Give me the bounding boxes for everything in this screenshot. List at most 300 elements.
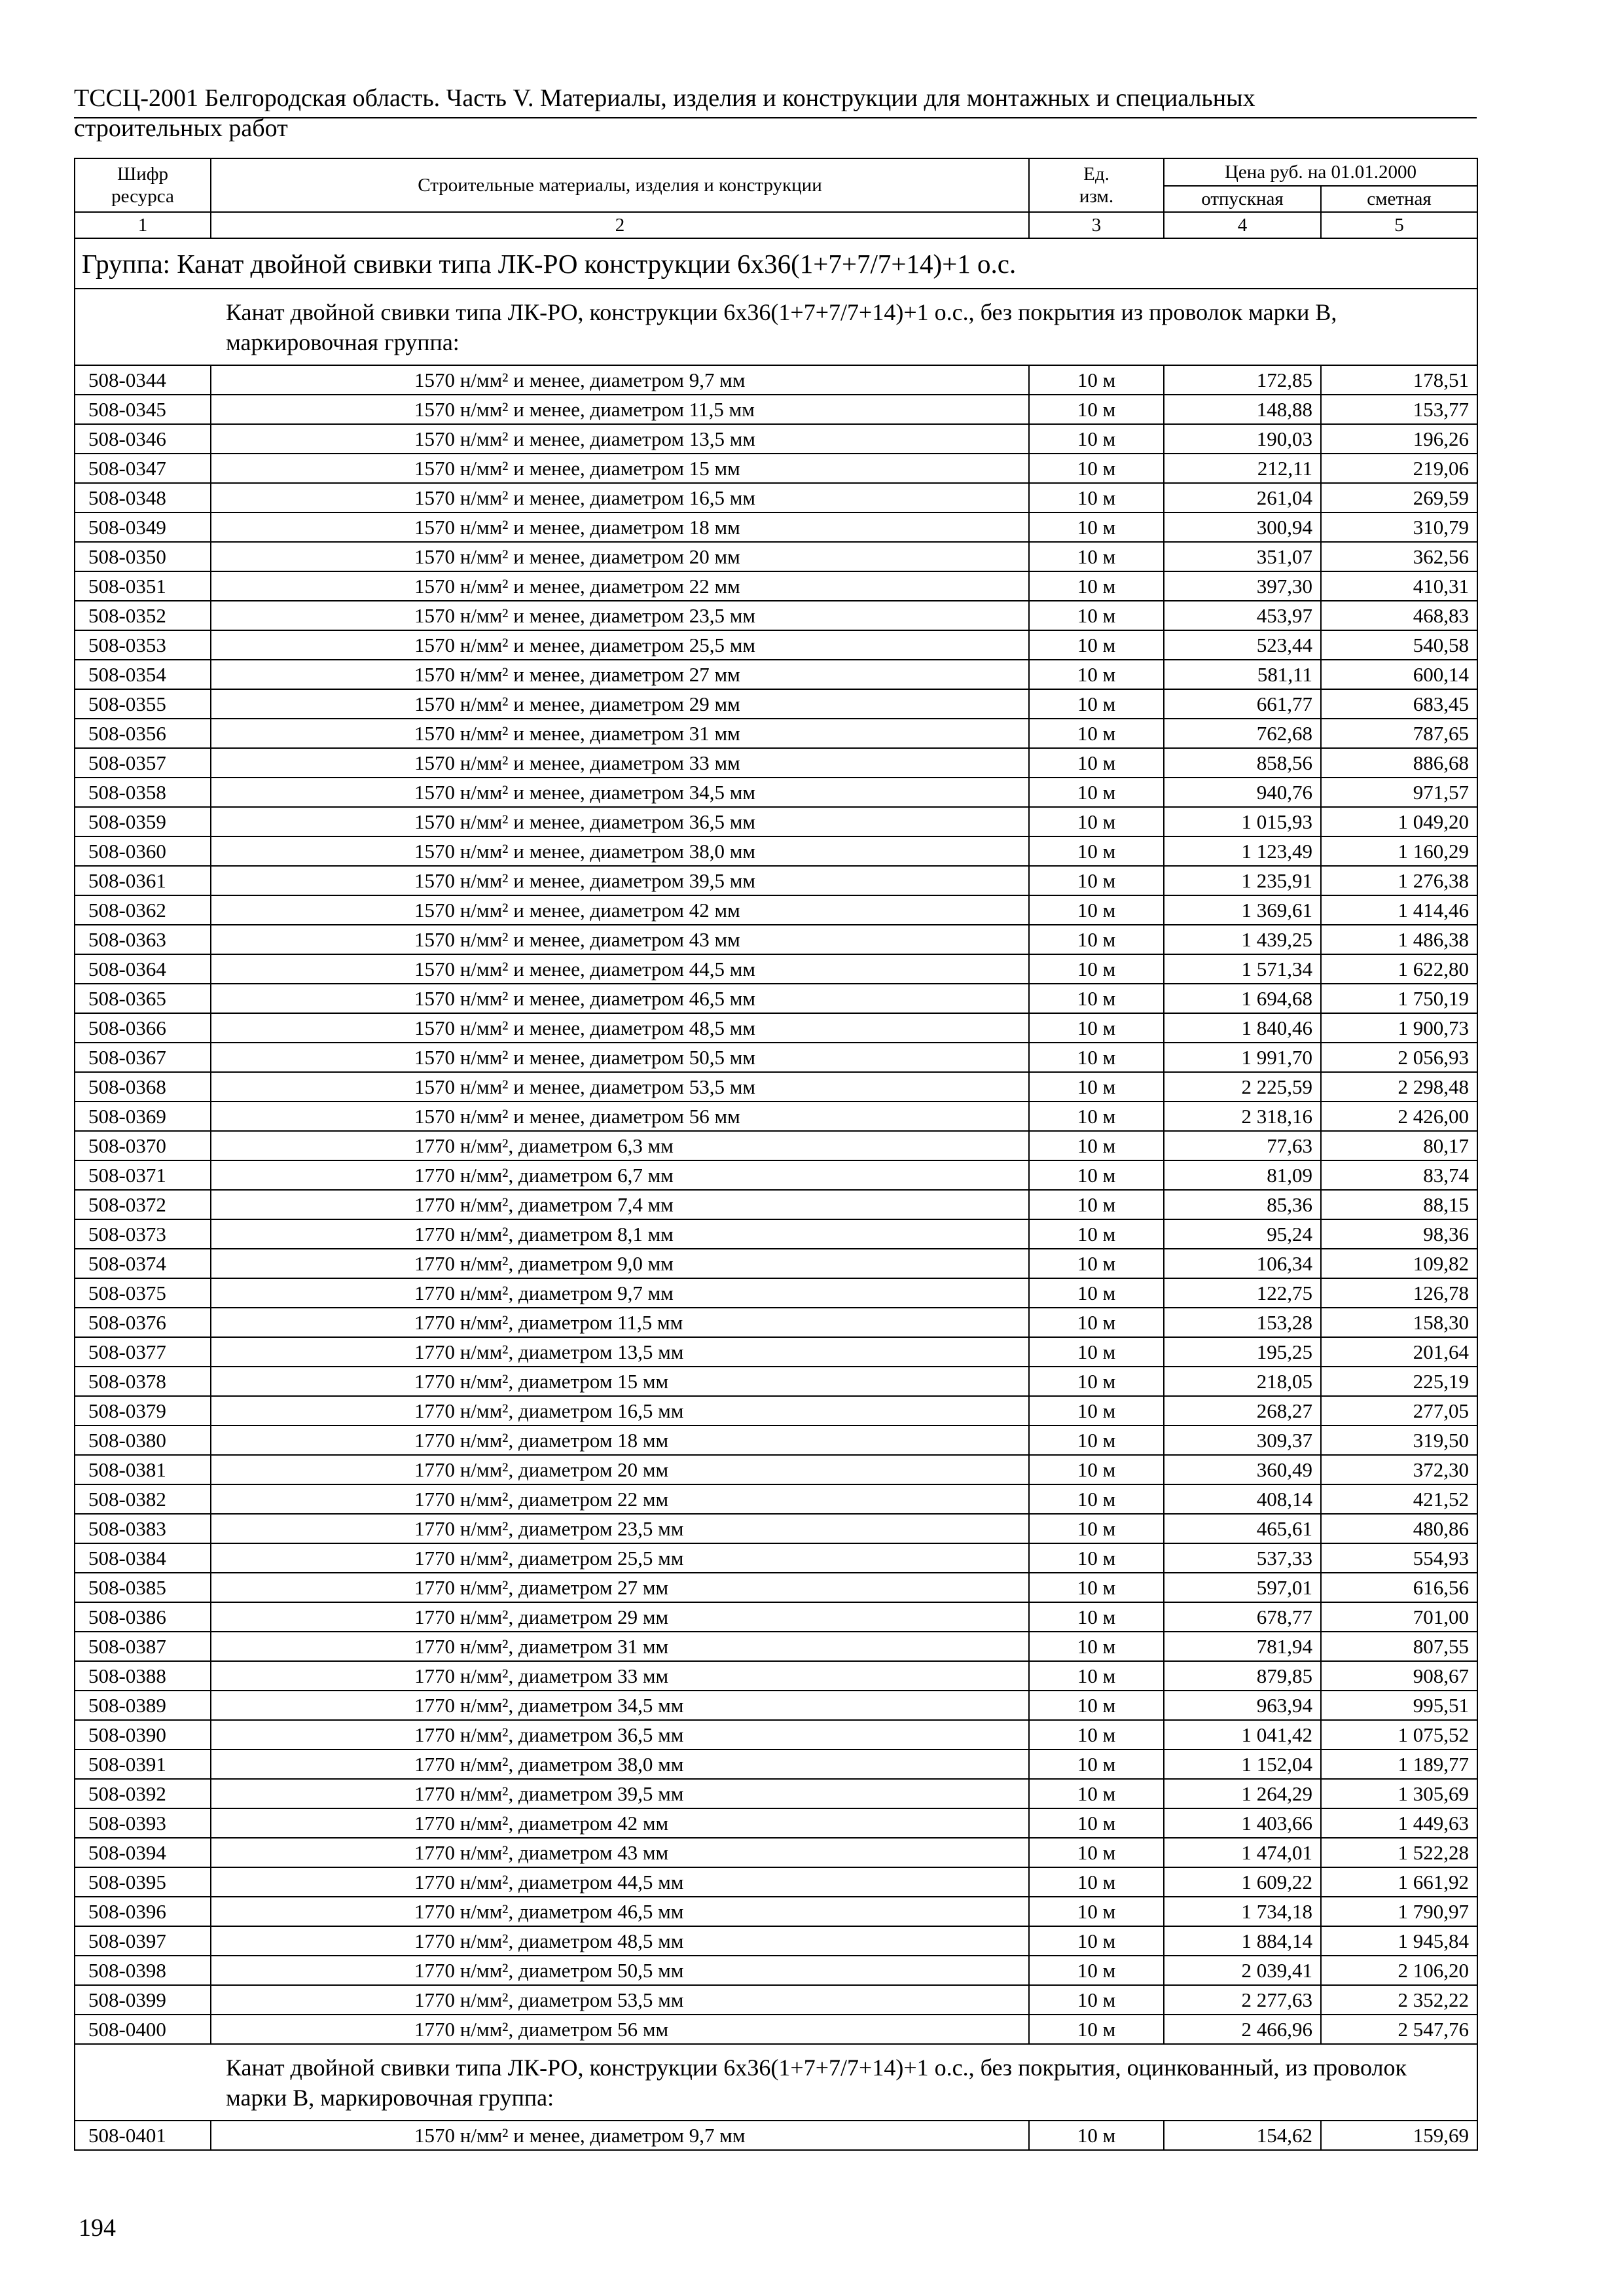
material-name: 1770 н/мм², диаметром 11,5 мм	[211, 1308, 1029, 1337]
estimate-price: 616,56	[1321, 1573, 1477, 1602]
release-price: 397,30	[1164, 571, 1321, 601]
material-name: 1570 н/мм² и менее, диаметром 23,5 мм	[211, 601, 1029, 630]
table-row	[75, 1131, 1477, 1160]
estimate-price: 310,79	[1321, 512, 1477, 542]
resource-code: 508-0359	[75, 807, 211, 836]
estimate-price: 277,05	[1321, 1396, 1477, 1426]
material-name: 1770 н/мм², диаметром 15 мм	[211, 1367, 1029, 1396]
unit: 10 м	[1029, 1661, 1164, 1691]
unit: 10 м	[1029, 1190, 1164, 1219]
estimate-price: 1 189,77	[1321, 1749, 1477, 1779]
material-name: 1570 н/мм² и менее, диаметром 16,5 мм	[211, 483, 1029, 512]
table-row	[75, 1661, 1477, 1691]
release-price: 537,33	[1164, 1543, 1321, 1573]
unit: 10 м	[1029, 424, 1164, 454]
release-price: 858,56	[1164, 748, 1321, 778]
table-row	[75, 1219, 1477, 1249]
table-row	[75, 454, 1477, 483]
table-row	[75, 424, 1477, 454]
table-row	[75, 748, 1477, 778]
resource-code: 508-0381	[75, 1455, 211, 1484]
estimate-price: 1 486,38	[1321, 925, 1477, 954]
section-title: Канат двойной свивки типа ЛК-РО, конструкции 6x36(1+7+7/7+14)+1 о.с., без покрытия из проволок марки В, маркировочная группа:	[75, 289, 1477, 365]
unit: 10 м	[1029, 1867, 1164, 1897]
material-name: 1570 н/мм² и менее, диаметром 43 мм	[211, 925, 1029, 954]
release-price: 465,61	[1164, 1514, 1321, 1543]
resource-code: 508-0399	[75, 1985, 211, 2015]
estimate-price: 159,69	[1321, 2121, 1477, 2150]
material-name: 1570 н/мм² и менее, диаметром 22 мм	[211, 571, 1029, 601]
estimate-price: 2 547,76	[1321, 2015, 1477, 2044]
table-row	[75, 836, 1477, 866]
resource-code: 508-0356	[75, 719, 211, 748]
release-price: 195,25	[1164, 1337, 1321, 1367]
unit: 10 м	[1029, 1219, 1164, 1249]
material-name: 1570 н/мм² и менее, диаметром 15 мм	[211, 454, 1029, 483]
release-price: 81,09	[1164, 1160, 1321, 1190]
material-name: 1570 н/мм² и менее, диаметром 48,5 мм	[211, 1013, 1029, 1043]
estimate-price: 1 305,69	[1321, 1779, 1477, 1808]
table-row	[75, 1602, 1477, 1632]
release-price: 1 403,66	[1164, 1808, 1321, 1838]
resource-code: 508-0401	[75, 2121, 211, 2150]
release-price: 148,88	[1164, 395, 1321, 424]
resource-code: 508-0345	[75, 395, 211, 424]
unit: 10 м	[1029, 1131, 1164, 1160]
material-name: 1770 н/мм², диаметром 8,1 мм	[211, 1219, 1029, 1249]
resource-code: 508-0376	[75, 1308, 211, 1337]
unit: 10 м	[1029, 2121, 1164, 2150]
table-row	[75, 1102, 1477, 1131]
estimate-price: 1 160,29	[1321, 836, 1477, 866]
resource-code: 508-0357	[75, 748, 211, 778]
resource-code: 508-0394	[75, 1838, 211, 1867]
table-row	[75, 1838, 1477, 1867]
header-unit-label-2: изм.	[1079, 186, 1114, 207]
unit: 10 м	[1029, 689, 1164, 719]
table-row	[75, 1691, 1477, 1720]
material-name: 1570 н/мм² и менее, диаметром 56 мм	[211, 1102, 1029, 1131]
material-name: 1570 н/мм² и менее, диаметром 50,5 мм	[211, 1043, 1029, 1072]
table-row	[75, 1455, 1477, 1484]
material-name: 1570 н/мм² и менее, диаметром 18 мм	[211, 512, 1029, 542]
resource-code: 508-0360	[75, 836, 211, 866]
column-number: 3	[1029, 212, 1164, 238]
estimate-price: 98,36	[1321, 1219, 1477, 1249]
release-price: 172,85	[1164, 365, 1321, 395]
resource-code: 508-0346	[75, 424, 211, 454]
material-name: 1770 н/мм², диаметром 44,5 мм	[211, 1867, 1029, 1897]
unit: 10 м	[1029, 807, 1164, 836]
table-row	[75, 1867, 1477, 1897]
unit: 10 м	[1029, 1543, 1164, 1573]
release-price: 1 474,01	[1164, 1838, 1321, 1867]
release-price: 940,76	[1164, 778, 1321, 807]
table-row	[75, 2121, 1477, 2150]
resource-code: 508-0380	[75, 1426, 211, 1455]
release-price: 781,94	[1164, 1632, 1321, 1661]
header-price-cell: Цена руб. на 01.01.2000	[1164, 158, 1477, 186]
resource-code: 508-0347	[75, 454, 211, 483]
estimate-price: 196,26	[1321, 424, 1477, 454]
material-name: 1770 н/мм², диаметром 43 мм	[211, 1838, 1029, 1867]
unit: 10 м	[1029, 866, 1164, 895]
table-row	[75, 719, 1477, 748]
estimate-price: 362,56	[1321, 542, 1477, 571]
header-code-cell	[75, 158, 211, 212]
unit: 10 м	[1029, 1484, 1164, 1514]
resource-code: 508-0354	[75, 660, 211, 689]
release-price: 1 840,46	[1164, 1013, 1321, 1043]
release-price: 597,01	[1164, 1573, 1321, 1602]
unit: 10 м	[1029, 1160, 1164, 1190]
resource-code: 508-0389	[75, 1691, 211, 1720]
resource-code: 508-0363	[75, 925, 211, 954]
material-name: 1770 н/мм², диаметром 38,0 мм	[211, 1749, 1029, 1779]
unit: 10 м	[1029, 1426, 1164, 1455]
table-row	[75, 1367, 1477, 1396]
table-row	[75, 1396, 1477, 1426]
material-name: 1570 н/мм² и менее, диаметром 11,5 мм	[211, 395, 1029, 424]
section-title: Канат двойной свивки типа ЛК-РО, конструкции 6x36(1+7+7/7+14)+1 о.с., без покрытия, оцинкованный, из проволок марки В, маркировочная группа:	[75, 2044, 1477, 2121]
material-name: 1570 н/мм² и менее, диаметром 34,5 мм	[211, 778, 1029, 807]
unit: 10 м	[1029, 1573, 1164, 1602]
unit: 10 м	[1029, 1072, 1164, 1102]
estimate-price: 1 900,73	[1321, 1013, 1477, 1043]
estimate-price: 225,19	[1321, 1367, 1477, 1396]
resource-code: 508-0348	[75, 483, 211, 512]
estimate-price: 421,52	[1321, 1484, 1477, 1514]
resource-code: 508-0395	[75, 1867, 211, 1897]
estimate-price: 701,00	[1321, 1602, 1477, 1632]
table-row	[75, 925, 1477, 954]
unit: 10 м	[1029, 1926, 1164, 1956]
table-row	[75, 1632, 1477, 1661]
release-price: 261,04	[1164, 483, 1321, 512]
unit: 10 м	[1029, 1838, 1164, 1867]
resource-code: 508-0372	[75, 1190, 211, 1219]
resource-code: 508-0378	[75, 1367, 211, 1396]
resource-code: 508-0375	[75, 1278, 211, 1308]
estimate-price: 319,50	[1321, 1426, 1477, 1455]
table-row	[75, 1426, 1477, 1455]
resource-code: 508-0383	[75, 1514, 211, 1543]
unit: 10 м	[1029, 1102, 1164, 1131]
table-row	[75, 866, 1477, 895]
estimate-price: 2 106,20	[1321, 1956, 1477, 1985]
table-row	[75, 1956, 1477, 1985]
unit: 10 м	[1029, 1308, 1164, 1337]
estimate-price: 2 298,48	[1321, 1072, 1477, 1102]
resource-code: 508-0374	[75, 1249, 211, 1278]
unit: 10 м	[1029, 1278, 1164, 1308]
unit: 10 м	[1029, 1367, 1164, 1396]
estimate-price: 1 790,97	[1321, 1897, 1477, 1926]
material-name: 1570 н/мм² и менее, диаметром 13,5 мм	[211, 424, 1029, 454]
resource-code: 508-0366	[75, 1013, 211, 1043]
release-price: 190,03	[1164, 424, 1321, 454]
estimate-price: 1 075,52	[1321, 1720, 1477, 1749]
table-row	[75, 1779, 1477, 1808]
material-name: 1770 н/мм², диаметром 50,5 мм	[211, 1956, 1029, 1985]
estimate-price: 1 750,19	[1321, 984, 1477, 1013]
unit: 10 м	[1029, 748, 1164, 778]
release-price: 1 991,70	[1164, 1043, 1321, 1072]
release-price: 360,49	[1164, 1455, 1321, 1484]
header-line-1: ТССЦ-2001 Белгородская область. Часть V. Материалы, изделия и конструкции для монтажных и специальных	[74, 84, 1255, 112]
table-row	[75, 1278, 1477, 1308]
table-row	[75, 630, 1477, 660]
release-price: 85,36	[1164, 1190, 1321, 1219]
price-table	[74, 158, 1478, 2151]
table-row	[75, 807, 1477, 836]
release-price: 2 318,16	[1164, 1102, 1321, 1131]
release-price: 268,27	[1164, 1396, 1321, 1426]
material-name: 1770 н/мм², диаметром 16,5 мм	[211, 1396, 1029, 1426]
release-price: 2 277,63	[1164, 1985, 1321, 2015]
header-name-cell: Строительные материалы, изделия и конструкции	[211, 158, 1029, 212]
release-price: 212,11	[1164, 454, 1321, 483]
estimate-price: 1 661,92	[1321, 1867, 1477, 1897]
release-price: 1 439,25	[1164, 925, 1321, 954]
header-code-label-2: ресурса	[111, 186, 174, 207]
unit: 10 м	[1029, 601, 1164, 630]
table-row	[75, 1926, 1477, 1956]
release-price: 678,77	[1164, 1602, 1321, 1632]
estimate-price: 971,57	[1321, 778, 1477, 807]
estimate-price: 908,67	[1321, 1661, 1477, 1691]
table-row	[75, 1573, 1477, 1602]
material-name: 1770 н/мм², диаметром 13,5 мм	[211, 1337, 1029, 1367]
resource-code: 508-0344	[75, 365, 211, 395]
estimate-price: 1 414,46	[1321, 895, 1477, 925]
resource-code: 508-0382	[75, 1484, 211, 1514]
release-price: 1 369,61	[1164, 895, 1321, 925]
column-number: 5	[1321, 212, 1477, 238]
material-name: 1770 н/мм², диаметром 9,7 мм	[211, 1278, 1029, 1308]
page-header	[74, 83, 1477, 143]
estimate-price: 153,77	[1321, 395, 1477, 424]
unit: 10 м	[1029, 778, 1164, 807]
resource-code: 508-0377	[75, 1337, 211, 1367]
release-price: 351,07	[1164, 542, 1321, 571]
material-name: 1570 н/мм² и менее, диаметром 39,5 мм	[211, 866, 1029, 895]
release-price: 1 694,68	[1164, 984, 1321, 1013]
release-price: 523,44	[1164, 630, 1321, 660]
unit: 10 м	[1029, 1720, 1164, 1749]
header-unit-cell	[1029, 158, 1164, 212]
unit: 10 м	[1029, 571, 1164, 601]
unit: 10 м	[1029, 1632, 1164, 1661]
unit: 10 м	[1029, 984, 1164, 1013]
material-name: 1770 н/мм², диаметром 39,5 мм	[211, 1779, 1029, 1808]
unit: 10 м	[1029, 512, 1164, 542]
resource-code: 508-0352	[75, 601, 211, 630]
material-name: 1570 н/мм² и менее, диаметром 44,5 мм	[211, 954, 1029, 984]
material-name: 1570 н/мм² и менее, диаметром 42 мм	[211, 895, 1029, 925]
resource-code: 508-0398	[75, 1956, 211, 1985]
estimate-price: 2 056,93	[1321, 1043, 1477, 1072]
estimate-price: 600,14	[1321, 660, 1477, 689]
header-code-label-1: Шифр	[117, 164, 169, 185]
material-name: 1770 н/мм², диаметром 42 мм	[211, 1808, 1029, 1838]
release-price: 762,68	[1164, 719, 1321, 748]
estimate-price: 88,15	[1321, 1190, 1477, 1219]
unit: 10 м	[1029, 1249, 1164, 1278]
release-price: 661,77	[1164, 689, 1321, 719]
release-price: 1 235,91	[1164, 866, 1321, 895]
material-name: 1770 н/мм², диаметром 18 мм	[211, 1426, 1029, 1455]
resource-code: 508-0349	[75, 512, 211, 542]
material-name: 1570 н/мм² и менее, диаметром 9,7 мм	[211, 2121, 1029, 2150]
resource-code: 508-0361	[75, 866, 211, 895]
resource-code: 508-0388	[75, 1661, 211, 1691]
resource-code: 508-0396	[75, 1897, 211, 1926]
material-name: 1770 н/мм², диаметром 20 мм	[211, 1455, 1029, 1484]
release-price: 1 015,93	[1164, 807, 1321, 836]
table-row	[75, 954, 1477, 984]
release-price: 1 264,29	[1164, 1779, 1321, 1808]
unit: 10 м	[1029, 1514, 1164, 1543]
table-row	[75, 1190, 1477, 1219]
estimate-price: 1 449,63	[1321, 1808, 1477, 1838]
table-row	[75, 1514, 1477, 1543]
release-price: 453,97	[1164, 601, 1321, 630]
unit: 10 м	[1029, 1396, 1164, 1426]
table-row	[75, 1043, 1477, 1072]
release-price: 879,85	[1164, 1661, 1321, 1691]
release-price: 2 225,59	[1164, 1072, 1321, 1102]
unit: 10 м	[1029, 1691, 1164, 1720]
release-price: 1 884,14	[1164, 1926, 1321, 1956]
table-row	[75, 895, 1477, 925]
resource-code: 508-0390	[75, 1720, 211, 1749]
estimate-price: 2 352,22	[1321, 1985, 1477, 2015]
resource-code: 508-0358	[75, 778, 211, 807]
material-name: 1570 н/мм² и менее, диаметром 31 мм	[211, 719, 1029, 748]
resource-code: 508-0365	[75, 984, 211, 1013]
table-row	[75, 1808, 1477, 1838]
estimate-price: 1 622,80	[1321, 954, 1477, 984]
unit: 10 м	[1029, 483, 1164, 512]
table-row	[75, 1337, 1477, 1367]
unit: 10 м	[1029, 719, 1164, 748]
estimate-price: 540,58	[1321, 630, 1477, 660]
unit: 10 м	[1029, 836, 1164, 866]
resource-code: 508-0371	[75, 1160, 211, 1190]
resource-code: 508-0373	[75, 1219, 211, 1249]
table-row	[75, 542, 1477, 571]
resource-code: 508-0350	[75, 542, 211, 571]
material-name: 1770 н/мм², диаметром 27 мм	[211, 1573, 1029, 1602]
unit: 10 м	[1029, 1455, 1164, 1484]
material-name: 1570 н/мм² и менее, диаметром 29 мм	[211, 689, 1029, 719]
release-price: 408,14	[1164, 1484, 1321, 1514]
material-name: 1770 н/мм², диаметром 23,5 мм	[211, 1514, 1029, 1543]
material-name: 1770 н/мм², диаметром 7,4 мм	[211, 1190, 1029, 1219]
unit: 10 м	[1029, 454, 1164, 483]
unit: 10 м	[1029, 1808, 1164, 1838]
column-number: 2	[211, 212, 1029, 238]
header-unit-label-1: Ед.	[1083, 164, 1110, 185]
resource-code: 508-0368	[75, 1072, 211, 1102]
table-row	[75, 365, 1477, 395]
release-price: 2 466,96	[1164, 2015, 1321, 2044]
group-title: Группа: Канат двойной свивки типа ЛК-РО конструкции 6x36(1+7+7/7+14)+1 о.с.	[75, 238, 1477, 289]
resource-code: 508-0393	[75, 1808, 211, 1838]
section-title-row	[75, 289, 1477, 365]
material-name: 1770 н/мм², диаметром 56 мм	[211, 2015, 1029, 2044]
table-row	[75, 483, 1477, 512]
unit: 10 м	[1029, 925, 1164, 954]
unit: 10 м	[1029, 1749, 1164, 1779]
unit: 10 м	[1029, 1779, 1164, 1808]
resource-code: 508-0364	[75, 954, 211, 984]
material-name: 1770 н/мм², диаметром 29 мм	[211, 1602, 1029, 1632]
resource-code: 508-0397	[75, 1926, 211, 1956]
material-name: 1770 н/мм², диаметром 46,5 мм	[211, 1897, 1029, 1926]
resource-code: 508-0386	[75, 1602, 211, 1632]
release-price: 153,28	[1164, 1308, 1321, 1337]
table-row	[75, 1308, 1477, 1337]
estimate-price: 219,06	[1321, 454, 1477, 483]
table-row	[75, 1484, 1477, 1514]
release-price: 1 152,04	[1164, 1749, 1321, 1779]
table-row	[75, 1249, 1477, 1278]
resource-code: 508-0370	[75, 1131, 211, 1160]
resource-code: 508-0384	[75, 1543, 211, 1573]
estimate-price: 83,74	[1321, 1160, 1477, 1190]
table-row	[75, 1160, 1477, 1190]
table-row	[75, 778, 1477, 807]
unit: 10 м	[1029, 954, 1164, 984]
material-name: 1570 н/мм² и менее, диаметром 38,0 мм	[211, 836, 1029, 866]
unit: 10 м	[1029, 1897, 1164, 1926]
estimate-price: 109,82	[1321, 1249, 1477, 1278]
table-row	[75, 512, 1477, 542]
material-name: 1770 н/мм², диаметром 6,7 мм	[211, 1160, 1029, 1190]
column-number-row	[75, 212, 1477, 238]
table-row	[75, 1072, 1477, 1102]
material-name: 1570 н/мм² и менее, диаметром 9,7 мм	[211, 365, 1029, 395]
release-price: 1 609,22	[1164, 1867, 1321, 1897]
material-name: 1770 н/мм², диаметром 25,5 мм	[211, 1543, 1029, 1573]
header-line-2: строительных работ	[74, 115, 288, 142]
release-price: 581,11	[1164, 660, 1321, 689]
release-price: 1 571,34	[1164, 954, 1321, 984]
resource-code: 508-0355	[75, 689, 211, 719]
table-row	[75, 689, 1477, 719]
table-row	[75, 1013, 1477, 1043]
material-name: 1770 н/мм², диаметром 6,3 мм	[211, 1131, 1029, 1160]
unit: 10 м	[1029, 1602, 1164, 1632]
header-release-price: отпускная	[1164, 186, 1321, 212]
material-name: 1570 н/мм² и менее, диаметром 36,5 мм	[211, 807, 1029, 836]
estimate-price: 126,78	[1321, 1278, 1477, 1308]
estimate-price: 886,68	[1321, 748, 1477, 778]
resource-code: 508-0353	[75, 630, 211, 660]
material-name: 1770 н/мм², диаметром 31 мм	[211, 1632, 1029, 1661]
material-name: 1570 н/мм² и менее, диаметром 46,5 мм	[211, 984, 1029, 1013]
table-row	[75, 571, 1477, 601]
header-rule	[74, 117, 1477, 118]
estimate-price: 1 945,84	[1321, 1926, 1477, 1956]
release-price: 309,37	[1164, 1426, 1321, 1455]
release-price: 106,34	[1164, 1249, 1321, 1278]
table-row	[75, 395, 1477, 424]
estimate-price: 1 049,20	[1321, 807, 1477, 836]
section-title-row	[75, 2044, 1477, 2121]
